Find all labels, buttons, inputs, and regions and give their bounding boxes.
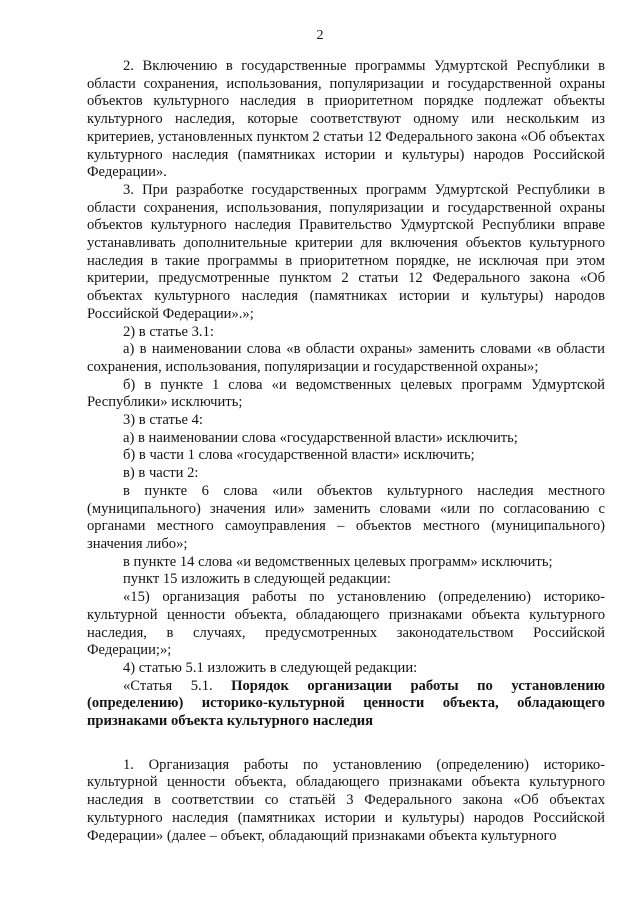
paragraph: б) в пункте 1 слова «и ведомственных целевых программ Удмуртской Республики» исключить; [87,376,605,411]
paragraph-gap [87,731,605,757]
paragraph: в пункте 6 слова «или объектов культурного наследия местного (муниципального) значения или» заменить словами «или по согласованию с органами местного самоуправления – объектов местного (муниципального) значения либо»; [87,482,605,552]
page-number: 2 [316,28,324,43]
paragraph: пункт 15 изложить в следующей редакции: [123,571,391,588]
paragraph: 4) статью 5.1 изложить в следующей редакции: [123,659,418,676]
paragraph: 2. Включению в государственные программы Удмуртской Республики в области сохранения, использования, популяризации и государственной охраны объектов культурного наследия в приоритетном порядке подлежат объекты культурного наследия, которые соответствуют одному или нескольким из критериев, установленных пунктом 2 статьи 12 Федерального закона «Об объектах культурного наследия (памятниках истории и культуры) народов Российской Федерации». [87,58,605,181]
paragraph: «15) организация работы по установлению (определению) историко-культурной ценности объекта, обладающего признаками объекта культурного наследия, в случаях, предусмотренных законодательством Российской Федерации;»; [87,589,605,659]
article-title-name: Порядок организации работы по установлению (определению) историко-культурной ценности объекта, обладающего признаками объекта культурного наследия [87,677,605,730]
article-title [87,678,605,731]
paragraph: 1. Организация работы по установлению (определению) историко-культурной ценности объекта, обладающего признаками объекта культурного наследия в соответствии со статьёй 3 Федерального закона «Об объектах культурного наследия (памятниках истории и культуры) народов Российской Федерации» (далее – объект, обладающий признаками объекта культурного [87,756,605,844]
paragraph: в) в части 2: [123,465,199,482]
paragraph: 2) в статье 3.1: [123,323,214,340]
paragraph: а) в наименовании слова «государственной власти» исключить; [123,429,518,446]
article-title-prefix: «Статья 5.1. [123,677,232,694]
paragraph: 3. При разработке государственных программ Удмуртской Республики в области сохранения, использования, популяризации и государственной охраны объектов культурного наследия Правительство Удмуртской Республики вправе устанавливать дополнительные критерии для включения объектов культурного наследия в такие программы в приоритетном порядке, не исключая при этом критерии, предусмотренные пунктом 2 статьи 12 Федерального закона «Об объектах культурного наследия (памятниках истории и культуры) народов Российской Федерации».»; [87,181,605,322]
paragraph: б) в части 1 слова «государственной власти» исключить; [123,447,475,464]
paragraph: в пункте 14 слова «и ведомственных целевых программ» исключить; [123,553,553,570]
paragraph: 3) в статье 4: [123,412,203,429]
paragraph: а) в наименовании слова «в области охраны» заменить словами «в области сохранения, использования, популяризации и государственной охраны»; [87,341,605,375]
document-body [87,58,605,845]
